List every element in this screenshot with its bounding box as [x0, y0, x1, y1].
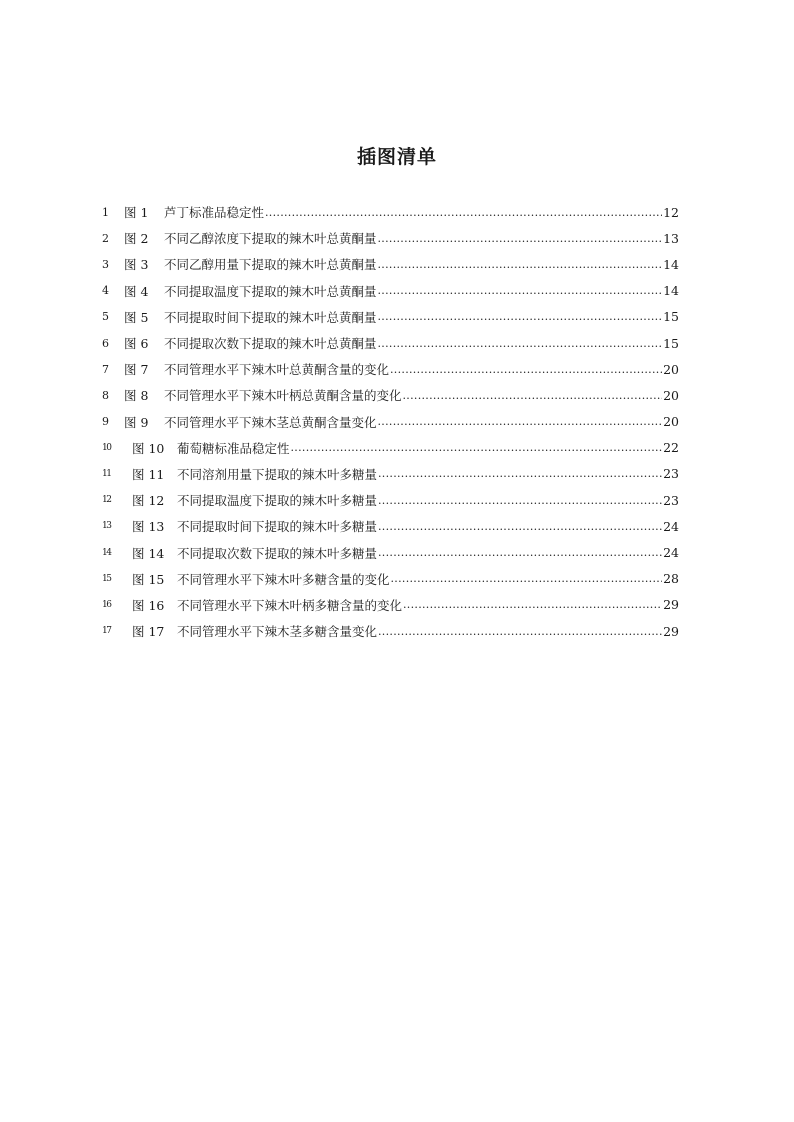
page-number: 20 — [663, 414, 679, 430]
dot-leader — [378, 284, 663, 297]
figure-caption: 葡萄糖标准品稳定性 — [177, 440, 290, 456]
dot-leader — [403, 598, 662, 611]
entry-number: 13 — [102, 521, 111, 532]
dot-leader — [403, 389, 663, 402]
page-number: 29 — [663, 623, 679, 639]
entry-number: 4 — [102, 284, 109, 298]
list-item[interactable] — [102, 487, 679, 513]
list-item[interactable] — [102, 278, 679, 304]
dot-leader — [378, 625, 662, 638]
entry-number: 7 — [102, 362, 109, 376]
entry-number: 1 — [102, 205, 109, 219]
figure-number: 图 14 — [132, 545, 165, 561]
page-number: 12 — [663, 204, 679, 220]
figure-number: 图 11 — [132, 466, 165, 482]
page-number: 29 — [663, 597, 679, 613]
dot-leader — [378, 494, 662, 507]
page-number: 14 — [663, 283, 679, 299]
list-item[interactable] — [102, 225, 679, 251]
figure-caption: 不同提取温度下提取的辣木叶总黄酮量 — [164, 283, 377, 299]
list-item[interactable] — [102, 513, 679, 539]
figure-number: 图 15 — [132, 571, 165, 587]
list-item[interactable] — [102, 199, 679, 225]
page-number: 15 — [663, 309, 679, 325]
dot-leader — [378, 258, 663, 271]
list-item[interactable] — [102, 304, 679, 330]
list-item[interactable] — [102, 382, 679, 408]
figure-caption: 芦丁标准品稳定性 — [164, 205, 265, 221]
entry-number: 10 — [102, 442, 111, 453]
dot-leader — [378, 467, 662, 480]
page-number: 23 — [663, 466, 679, 482]
entry-number: 3 — [102, 257, 109, 271]
dot-leader — [378, 546, 662, 559]
page-number: 23 — [663, 492, 679, 508]
list-item[interactable] — [102, 356, 679, 382]
figure-caption: 不同管理水平下辣木茎总黄酮含量变化 — [164, 414, 377, 430]
dot-leader — [378, 310, 663, 323]
entry-number: 8 — [102, 388, 109, 402]
page-number: 15 — [663, 335, 679, 351]
entry-number: 9 — [102, 415, 109, 429]
figure-number: 图 13 — [132, 519, 165, 535]
list-item[interactable] — [102, 461, 679, 487]
figure-number: 图 3 — [124, 257, 149, 273]
dot-leader — [378, 415, 663, 428]
list-item[interactable] — [102, 330, 679, 356]
entry-number: 11 — [102, 468, 111, 479]
figure-caption: 不同提取次数下提取的辣木叶总黄酮量 — [164, 336, 377, 352]
page-number: 14 — [663, 256, 679, 272]
figure-number: 图 17 — [132, 624, 165, 640]
entry-number: 12 — [102, 495, 111, 506]
figure-number: 图 12 — [132, 493, 165, 509]
entry-number: 6 — [102, 336, 109, 350]
dot-leader — [378, 337, 663, 350]
list-item[interactable] — [102, 251, 679, 277]
figure-number: 图 9 — [124, 414, 149, 430]
figure-number: 图 4 — [124, 283, 149, 299]
figure-caption: 不同提取次数下提取的辣木叶多糖量 — [177, 545, 378, 561]
page-number: 20 — [663, 361, 679, 377]
page-number: 24 — [663, 545, 679, 561]
page-number: 13 — [663, 230, 679, 246]
figure-caption: 不同提取温度下提取的辣木叶多糖量 — [177, 493, 378, 509]
list-item[interactable] — [102, 618, 679, 644]
figure-caption: 不同管理水平下辣木叶总黄酮含量的变化 — [164, 362, 390, 378]
figure-caption: 不同管理水平下辣木叶多糖含量的变化 — [177, 571, 390, 587]
entry-number: 2 — [102, 231, 109, 245]
page-number: 28 — [663, 571, 679, 587]
list-item[interactable] — [102, 539, 679, 565]
entry-number: 17 — [102, 626, 111, 637]
dot-leader — [378, 232, 663, 245]
figure-caption: 不同乙醇用量下提取的辣木叶总黄酮量 — [164, 257, 377, 273]
entry-number: 14 — [102, 547, 111, 558]
page-number: 24 — [663, 518, 679, 534]
dot-leader — [390, 363, 662, 376]
list-item[interactable] — [102, 409, 679, 435]
figure-caption: 不同提取时间下提取的辣木叶多糖量 — [177, 519, 378, 535]
dot-leader — [378, 520, 662, 533]
list-item[interactable] — [102, 435, 679, 461]
figure-list — [102, 199, 679, 644]
figure-number: 图 10 — [132, 440, 165, 456]
figure-number: 图 6 — [124, 336, 149, 352]
figure-number: 图 2 — [124, 231, 149, 247]
figure-number: 图 1 — [124, 205, 149, 221]
figure-number: 图 16 — [132, 597, 165, 613]
list-item[interactable] — [102, 566, 679, 592]
figure-caption: 不同乙醇浓度下提取的辣木叶总黄酮量 — [164, 231, 377, 247]
entry-number: 15 — [102, 573, 111, 584]
entry-number: 5 — [102, 310, 109, 324]
entry-number: 16 — [102, 599, 111, 610]
page-title: 插图清单 — [356, 146, 437, 168]
dot-leader — [291, 441, 663, 454]
figure-caption: 不同溶剂用量下提取的辣木叶多糖量 — [177, 466, 378, 482]
page-number: 22 — [663, 440, 679, 456]
figure-number: 图 7 — [124, 362, 149, 378]
figure-caption: 不同管理水平下辣木叶柄多糖含量的变化 — [177, 597, 403, 613]
figure-caption: 不同管理水平下辣木茎多糖含量变化 — [177, 624, 378, 640]
figure-number: 图 8 — [124, 388, 149, 404]
figure-caption: 不同管理水平下辣木叶柄总黄酮含量的变化 — [164, 388, 402, 404]
page-number: 20 — [663, 387, 679, 403]
dot-leader — [391, 572, 663, 585]
figure-caption: 不同提取时间下提取的辣木叶总黄酮量 — [164, 309, 377, 325]
list-item[interactable] — [102, 592, 679, 618]
figure-number: 图 5 — [124, 309, 149, 325]
dot-leader — [265, 206, 662, 219]
